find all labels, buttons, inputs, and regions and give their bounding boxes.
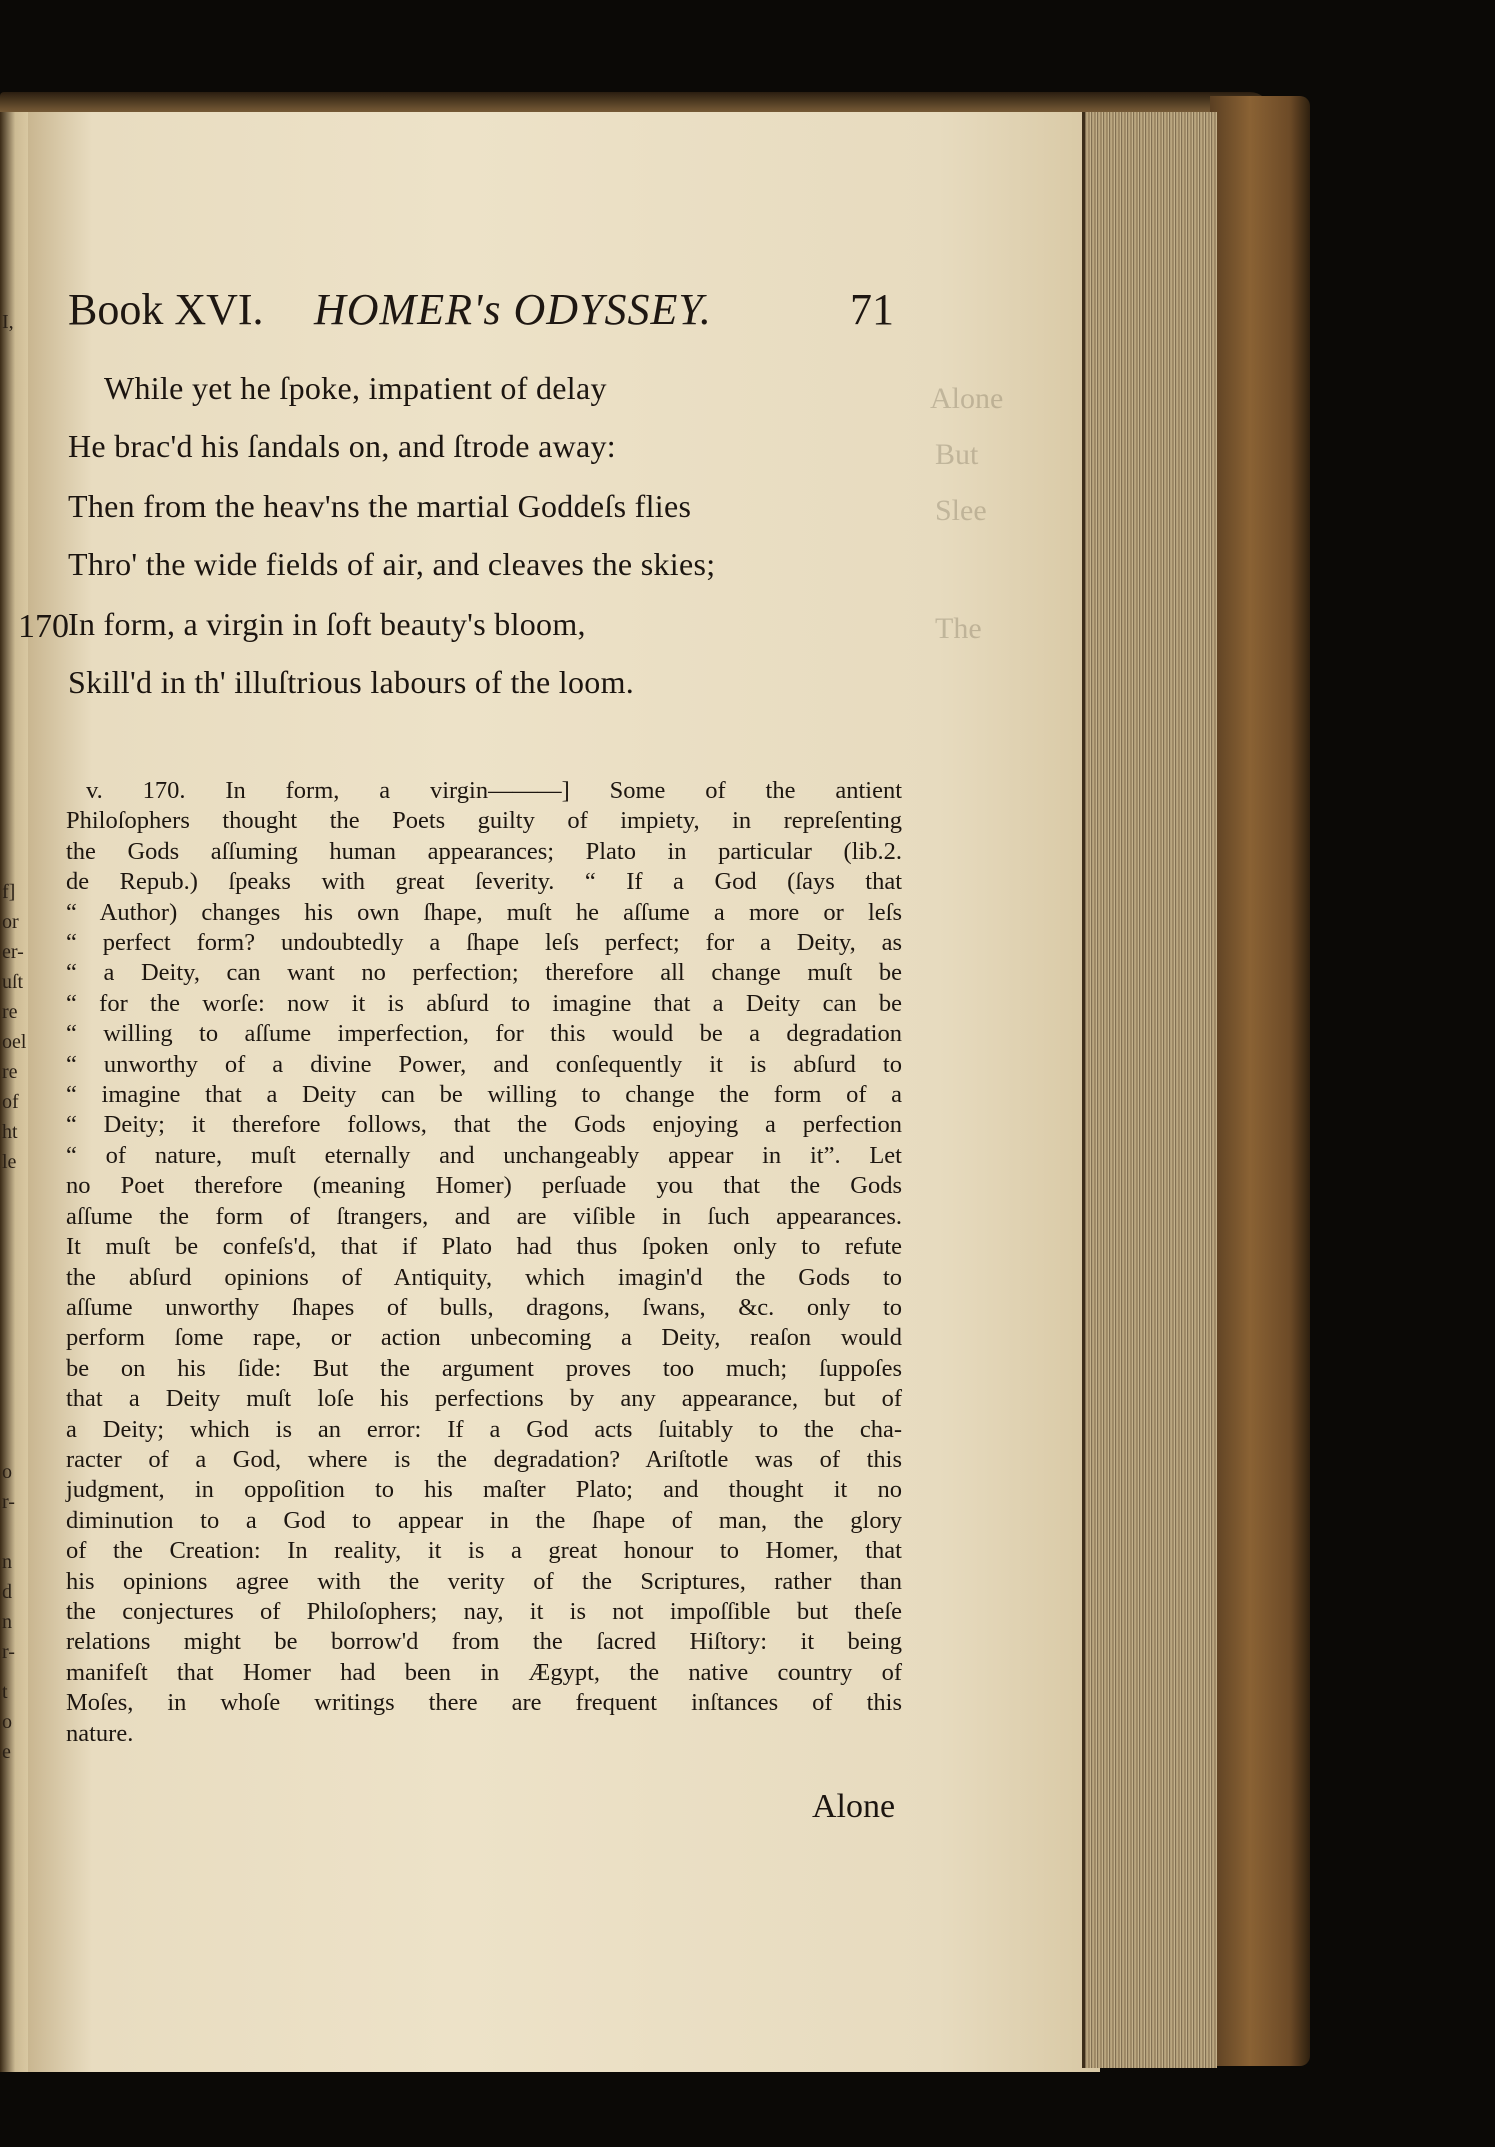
facing-page-fragment: t [2,1681,8,1703]
page-number: 71 [850,285,894,334]
facing-page-fragment: I, [2,311,14,333]
note-line: “ for the worſe: now it is abſurd to imagine that a Deity can be [66,989,902,1017]
line-number: 170 [18,608,69,645]
book-cover-edge [1210,96,1310,2066]
facing-page-fragment: uſt [2,971,24,993]
note-line: aſſume unworthy ſhapes of bulls, dragons, ſwans, &c. only to [66,1293,902,1321]
note-line: “ a Deity, can want no perfection; therefore all change muſt be [66,959,902,987]
note-line: Philoſophers thought the Poets guilty of impiety, in repreſenting [66,807,902,835]
show-through-text: Slee [935,494,987,527]
facing-page-fragment: n [2,1611,12,1633]
verse-line: In form, a virgin in ſoft beauty's bloom, [68,606,586,642]
running-title: HOMER's ODYSSEY. [314,285,712,334]
facing-page-fragment: n [2,1551,12,1573]
note-line: “ imagine that a Deity can be willing to change the form of a [66,1081,902,1109]
verse-line: Skill'd in th' illuſtrious labours of the loom. [68,664,635,700]
note-line: v. 170. In form, a virgin———] Some of the antient [86,777,902,804]
facing-page-fragment: o [2,1461,12,1483]
facing-page-fragment: of [2,1091,19,1113]
facing-page-fragment: re [2,1061,18,1083]
book-number: Book XVI. [68,285,264,334]
note-line: nature. [66,1719,134,1747]
note-line: diminution to a God to appear in the ſhape of man, the glory [66,1506,902,1534]
facing-page-fragment: ht [2,1121,18,1143]
running-header [68,284,908,354]
commentary-note [66,776,902,1749]
facing-page-fragment: e [2,1741,11,1763]
verse-line: He brac'd his ſandals on, and ſtrode away: [68,428,616,464]
note-line: the abſurd opinions of Antiquity, which imagin'd the Gods to [66,1263,902,1291]
page-fore-edge [1082,112,1217,2068]
note-line: relations might be borrow'd from the ſacred Hiſtory: it being [66,1628,902,1656]
note-line: judgment, in oppoſition to his maſter Plato; and thought it no [66,1476,902,1504]
catchword: Alone [812,1788,896,1825]
note-line: manifeſt that Homer had been in Ægypt, the native country of [66,1658,902,1686]
note-line: be on his ſide: But the argument proves too much; ſuppoſes [66,1354,902,1382]
note-line: “ of nature, muſt eternally and unchangeably appear in it”. Let [66,1141,902,1169]
note-line: de Repub.) ſpeaks with great ſeverity. “ If a God (ſays that [66,868,902,896]
facing-page-fragment: re [2,1001,18,1023]
show-through-text: The [935,612,982,645]
note-line: the Gods aſſuming human appearances; Plato in particular (lib.2. [66,837,902,865]
verse-line: Then from the heav'ns the martial Goddeſs flies [68,488,692,524]
note-line: racter of a God, where is the degradation? Ariſtotle was of this [66,1445,902,1473]
note-line: no Poet therefore (meaning Homer) perſuade you that the Gods [66,1172,902,1200]
note-line: aſſume the form of ſtrangers, and are viſible in ſuch appearances. [66,1202,902,1230]
facing-page-fragment: er- [2,941,24,963]
show-through-text: But [935,438,979,471]
note-line: perform ſome rape, or action unbecoming a Deity, reaſon would [66,1324,902,1352]
note-line: that a Deity muſt loſe his perfections by any appearance, but of [66,1385,902,1413]
note-line: Moſes, in whoſe writings there are frequent inſtances of this [66,1689,902,1717]
verse-line: Thro' the wide fields of air, and cleaves the skies; [68,546,716,582]
note-line: “ Author) changes his own ſhape, muſt he aſſume a more or leſs [66,898,902,926]
note-line: the conjectures of Philoſophers; nay, it is not impoſſible but theſe [66,1597,902,1625]
note-line: of the Creation: In reality, it is a great honour to Homer, that [66,1537,902,1565]
note-line: a Deity; which is an error: If a God acts ſuitably to the cha- [66,1415,902,1443]
verse-line: While yet he ſpoke, impatient of delay [104,370,607,406]
note-line: “ willing to aſſume imperfection, for this would be a degradation [66,1020,902,1048]
facing-page-fragment: r- [2,1491,15,1513]
facing-page-fragment: r- [2,1641,15,1663]
facing-page-fragment: f] [2,881,16,903]
note-line: It muſt be confeſs'd, that if Plato had thus ſpoken only to refute [66,1233,902,1261]
facing-page-fragment: le [2,1151,17,1173]
facing-page-fragment: o [2,1711,12,1733]
note-line: his opinions agree with the verity of the Scriptures, rather than [66,1567,902,1595]
facing-page-fragment: oel [2,1031,27,1053]
note-line: “ unworthy of a divine Power, and conſequently it is abſurd to [66,1050,902,1078]
note-line: “ perfect form? undoubtedly a ſhape leſs perfect; for a Deity, as [66,929,902,957]
note-line: “ Deity; it therefore follows, that the Gods enjoying a perfection [66,1111,902,1139]
facing-page-fragment: or [2,911,19,933]
show-through-text: Alone [930,382,1004,415]
facing-page-fragment: d [2,1581,12,1603]
